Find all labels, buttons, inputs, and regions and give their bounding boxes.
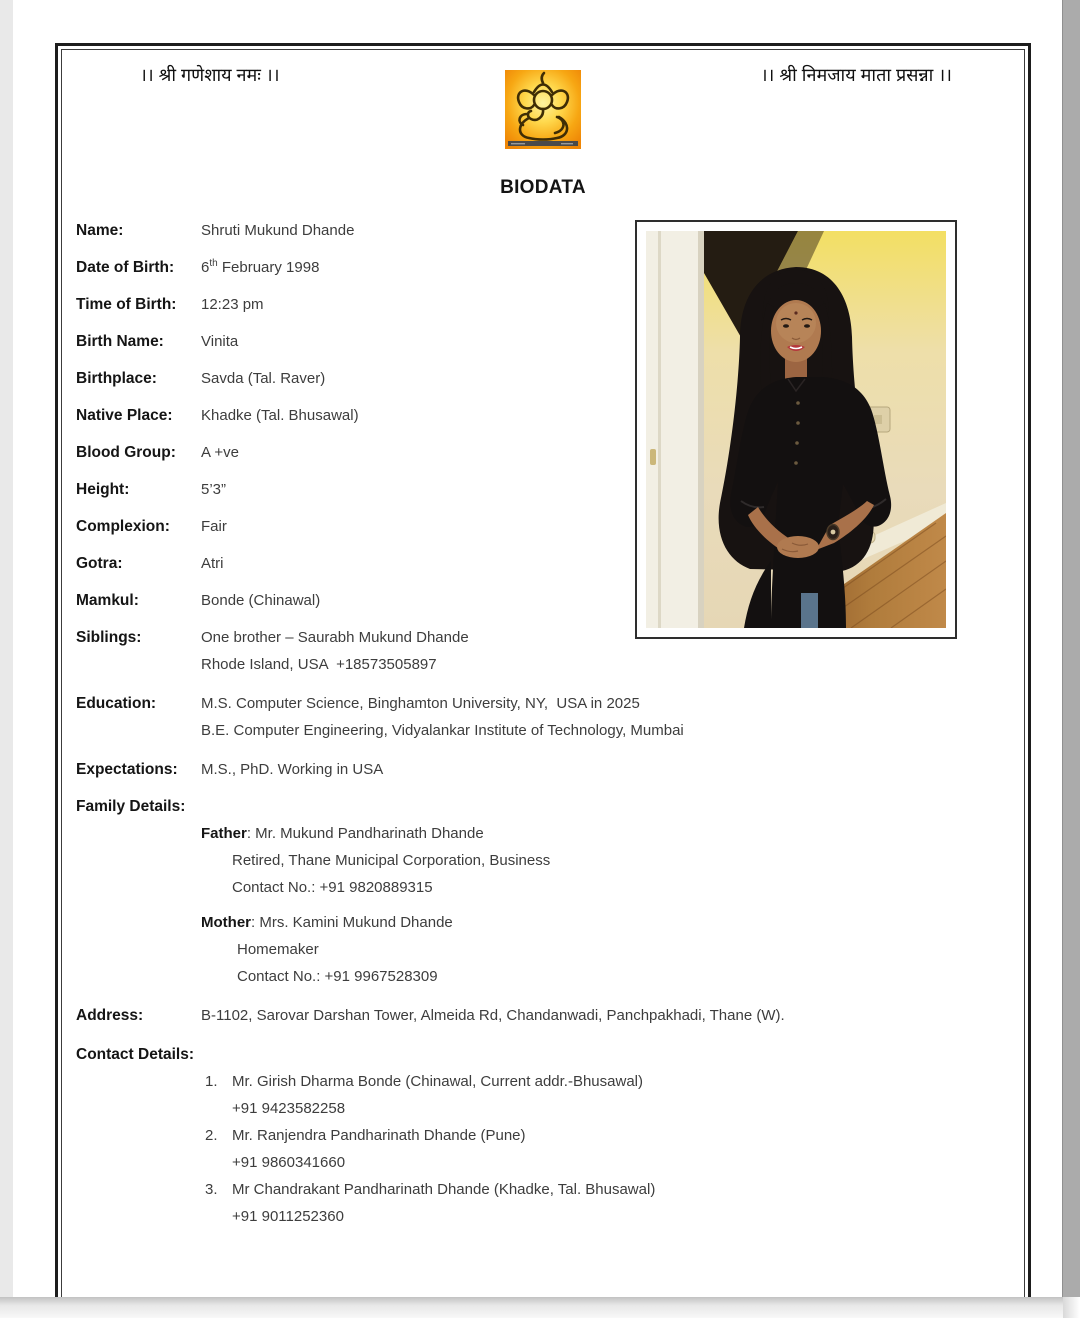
section-heading: Contact Details: [76, 1046, 194, 1063]
father-contact: Contact No.: +91 9820889315 [232, 879, 433, 896]
siblings-line-1: One brother – Saurabh Mukund Dhande [201, 629, 469, 646]
field-value: M.S., PhD. Working in USA [201, 761, 384, 778]
contact-item-3 [76, 1176, 1014, 1230]
mother-name: : Mrs. Kamini Mukund Dhande [251, 914, 453, 931]
right-blessing: ।। श्री निमजाय माता प्रसन्ना ।। [760, 65, 952, 85]
field-value: Fair [201, 518, 227, 535]
section-heading: Family Details: [76, 798, 186, 815]
contact-item-1 [76, 1068, 1014, 1122]
field-value: B-1102, Sarovar Darshan Tower, Almeida Rd, Chandanwadi, Panchpakhadi, Thane (W). [201, 1007, 785, 1024]
field-label: Time of Birth: [76, 296, 177, 313]
field-label: Date of Birth: [76, 259, 175, 276]
field-row-address [76, 1002, 1014, 1029]
father-occupation: Retired, Thane Municipal Corporation, Business [232, 852, 551, 869]
contact-name: Mr Chandrakant Pandharinath Dhande (Khadke, Tal. Bhusawal) [232, 1181, 656, 1198]
contact-phone: +91 9011252360 [232, 1208, 344, 1225]
contact-body [232, 1122, 1014, 1176]
field-value: Shruti Mukund Dhande [201, 222, 355, 239]
father-label: Father [201, 825, 247, 842]
field-value: Savda (Tal. Raver) [201, 370, 326, 387]
mother-contact: Contact No.: +91 9967528309 [237, 968, 438, 985]
field-label: Native Place: [76, 407, 173, 424]
contact-body [232, 1068, 1014, 1122]
mother-label: Mother [201, 914, 251, 931]
field-value: 5’3” [201, 481, 227, 498]
education-line-2: B.E. Computer Engineering, Vidyalankar Institute of Technology, Mumbai [201, 722, 684, 739]
field-value [201, 690, 684, 744]
field-label: Blood Group: [76, 444, 176, 461]
field-label: Birth Name: [76, 333, 164, 350]
contact-number: 3. [205, 1181, 218, 1198]
field-row-expectations [76, 756, 1014, 783]
field-label: Siblings: [76, 629, 142, 646]
mother-block [201, 909, 1014, 990]
field-label: Expectations: [76, 761, 178, 778]
field-label: Address: [76, 1007, 144, 1024]
mother-name-line [201, 909, 1014, 936]
profile-photo [646, 231, 946, 628]
field-value: Bonde (Chinawal) [201, 592, 321, 609]
field-value [201, 254, 319, 281]
dob-ordinal: th [209, 258, 218, 269]
contact-name: Mr. Girish Dharma Bonde (Chinawal, Current addr.-Bhusawal) [232, 1073, 643, 1090]
contact-item-2 [76, 1122, 1014, 1176]
left-blessing: ।। श्री गणेशाय नमः ।। [140, 65, 280, 85]
field-label: Birthplace: [76, 370, 157, 387]
field-label: Name: [76, 222, 124, 239]
field-value [201, 624, 469, 678]
contact-name: Mr. Ranjendra Pandharinath Dhande (Pune) [232, 1127, 526, 1144]
field-value: Vinita [201, 333, 239, 350]
education-line-1: M.S. Computer Science, Binghamton University, NY, USA in 2025 [201, 695, 640, 712]
dob-day: 6 [201, 259, 210, 276]
viewer-bottom-corner [1063, 1297, 1080, 1318]
contact-number: 1. [205, 1073, 218, 1090]
field-label: Education: [76, 695, 157, 712]
contact-body [232, 1176, 1014, 1230]
contact-number: 2. [205, 1127, 218, 1144]
viewer-right-margin [1062, 0, 1080, 1300]
viewer-left-margin [0, 0, 13, 1318]
contact-phone: +91 9423582258 [232, 1100, 346, 1117]
field-label: Mamkul: [76, 592, 139, 609]
field-label: Height: [76, 481, 130, 498]
page-title: BIODATA [500, 177, 586, 198]
profile-photo-frame [635, 220, 957, 639]
field-value: A +ve [201, 444, 239, 461]
field-value: Atri [201, 555, 224, 572]
father-block [201, 820, 1014, 901]
field-label: Gotra: [76, 555, 123, 572]
mother-occupation: Homemaker [237, 941, 319, 958]
field-value: Khadke (Tal. Bhusawal) [201, 407, 359, 424]
father-name-line [201, 820, 1014, 847]
field-label: Complexion: [76, 518, 170, 535]
contact-phone: +91 9860341660 [232, 1154, 346, 1171]
siblings-line-2: Rhode Island, USA +18573505897 [201, 656, 437, 673]
field-value: 12:23 pm [201, 296, 264, 313]
field-row-education [76, 690, 1014, 744]
father-name: : Mr. Mukund Pandharinath Dhande [246, 825, 484, 842]
contact-details-heading [76, 1041, 1014, 1068]
ganesha-icon [505, 70, 581, 149]
viewer-bottom-edge [0, 1297, 1063, 1318]
family-details-heading [76, 793, 1014, 820]
dob-rest: February 1998 [221, 259, 320, 276]
